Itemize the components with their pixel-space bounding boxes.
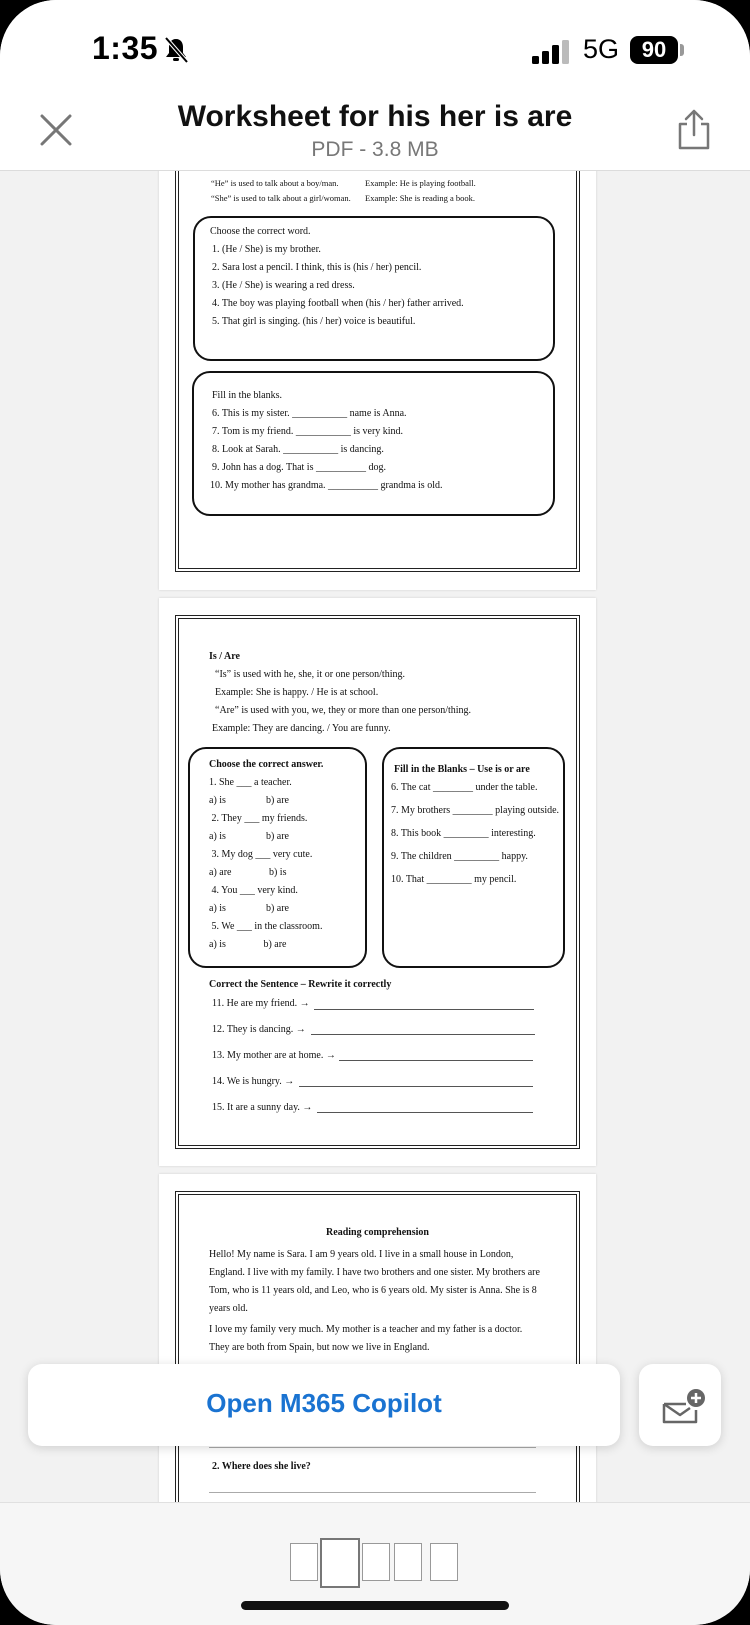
choose-item-3: 3. (He / She) is wearing a red dress. (212, 280, 355, 291)
choose-line-6: a) are b) is (209, 867, 287, 878)
page-thumbnail-current[interactable] (320, 1538, 360, 1588)
cellular-signal-icon (532, 40, 570, 64)
choose-item-2: 2. Sara lost a pencil. I think, this is (his / her) pencil. (212, 262, 422, 273)
fill-item-8: 8. Look at Sarah. ___________ is dancing. (212, 444, 384, 455)
fill-item-6: 6. This is my sister. ___________ name is Anna. (212, 408, 407, 419)
document-info: PDF - 3.8 MB (311, 138, 439, 161)
fill-is-are-8: 8. This book _________ interesting. (391, 828, 536, 839)
choose-line-8: a) is b) are (209, 903, 289, 914)
correct-sentence-title: Correct the Sentence – Rewrite it correctly (209, 979, 392, 990)
para1-line-2: England. I live with my family. I have two brothers and one sister. My brothers are (209, 1267, 540, 1278)
status-time: 1:35 (92, 30, 159, 66)
pdf-page-3[interactable] (159, 1174, 596, 1514)
rule-he-example: Example: He is playing football. (365, 178, 476, 188)
answer-line (314, 1009, 534, 1010)
choose-line-4: a) is b) are (209, 831, 289, 842)
correct-item-14: 14. We is hungry. → (212, 1076, 295, 1087)
answer-line (299, 1086, 533, 1087)
page-thumbnail[interactable] (430, 1543, 458, 1581)
rule-are-example: Example: They are dancing. / You are funny. (212, 723, 391, 734)
reading-heading: Reading comprehension (326, 1227, 429, 1238)
rule-she: “She” is used to talk about a girl/woman. (211, 193, 351, 203)
para1-line-1: Hello! My name is Sara. I am 9 years old. I live in a small house in London, (209, 1249, 514, 1260)
correct-item-13: 13. My mother are at home. → (212, 1050, 336, 1061)
correct-item-11: 11. He are my friend. → (212, 998, 310, 1009)
answer-line (317, 1112, 533, 1113)
rule-he: “He” is used to talk about a boy/man. (211, 178, 339, 188)
share-button[interactable] (674, 108, 714, 152)
choose-item-5: 5. That girl is singing. (his / her) voice is beautiful. (212, 316, 416, 327)
choose-line-10: a) is b) are (209, 939, 287, 950)
choose-answer-title: Choose the correct answer. (209, 759, 324, 770)
battery-cap (680, 44, 684, 56)
fill-is-are-10: 10. That _________ my pencil. (391, 874, 517, 885)
choose-line-7: 4. You ___ very kind. (209, 885, 298, 896)
mail-add-button[interactable] (639, 1364, 721, 1446)
choose-line-9: 5. We ___ in the classroom. (209, 921, 323, 932)
answer-line (311, 1034, 535, 1035)
choose-line-3: 2. They ___ my friends. (209, 813, 308, 824)
document-title: Worksheet for his her is are (177, 100, 573, 133)
answer-line (209, 1492, 536, 1493)
page-thumbnail[interactable] (394, 1543, 422, 1581)
network-type: 5G (583, 34, 620, 64)
correct-item-12: 12. They is dancing. → (212, 1024, 306, 1035)
pdf-page-2[interactable] (159, 598, 596, 1166)
page-border (175, 1191, 580, 1531)
navigation-header (0, 0, 750, 171)
mail-add-icon (639, 1364, 721, 1446)
page-thumbnail[interactable] (290, 1543, 318, 1581)
para1-line-3: Tom, who is 11 years old, and Leo, who is 6 years old. My sister is Anna. She is 8 (209, 1285, 537, 1296)
fill-item-10: 10. My mother has grandma. __________ grandma is old. (210, 480, 443, 491)
rule-is-example: Example: She is happy. / He is at school. (215, 687, 379, 698)
fill-is-are-6: 6. The cat ________ under the table. (391, 782, 538, 793)
pdf-page-1[interactable] (159, 150, 596, 590)
open-copilot-button[interactable] (28, 1364, 620, 1446)
choose-line-1: 1. She ___ a teacher. (209, 777, 292, 788)
page-thumbnail[interactable] (362, 1543, 390, 1581)
choose-line-5: 3. My dog ___ very cute. (209, 849, 313, 860)
fill-is-are-9: 9. The children _________ happy. (391, 851, 528, 862)
fill-item-7: 7. Tom is my friend. ___________ is very kind. (212, 426, 404, 437)
para1-line-4: years old. (209, 1303, 248, 1314)
question-2: 2. Where does she live? (212, 1461, 311, 1472)
battery-level: 90 (630, 36, 678, 64)
para2-line-1: I love my family very much. My mother is a teacher and my father is a doctor. (209, 1324, 523, 1335)
bell-slash-icon (163, 36, 189, 64)
para2-line-2: They are both from Spain, but now we live in England. (209, 1342, 430, 1353)
is-are-heading: Is / Are (209, 651, 240, 662)
choose-line-2: a) is b) are (209, 795, 289, 806)
rule-is: “Is” is used with he, she, it or one person/thing. (215, 669, 405, 680)
rule-she-example: Example: She is reading a book. (365, 193, 476, 203)
fill-is-are-7: 7. My brothers ________ playing outside. (391, 805, 560, 816)
choose-word-title: Choose the correct word. (210, 226, 311, 237)
fill-blanks-title: Fill in the blanks. (212, 390, 282, 401)
correct-item-15: 15. It are a sunny day. → (212, 1102, 313, 1113)
open-copilot-label: Open M365 Copilot (206, 1388, 442, 1418)
answer-line (339, 1060, 533, 1061)
fill-item-9: 9. John has a dog. That is __________ dog. (212, 462, 386, 473)
choose-item-4: 4. The boy was playing football when (his / her) father arrived. (212, 298, 464, 309)
choose-item-1: 1. (He / She) is my brother. (212, 244, 321, 255)
answer-line (209, 1447, 536, 1448)
rule-are: “Are” is used with you, we, they or more than one person/thing. (215, 705, 472, 716)
close-button[interactable] (36, 110, 76, 150)
home-indicator[interactable] (241, 1601, 509, 1610)
fill-is-are-title: Fill in the Blanks – Use is or are (394, 764, 530, 775)
